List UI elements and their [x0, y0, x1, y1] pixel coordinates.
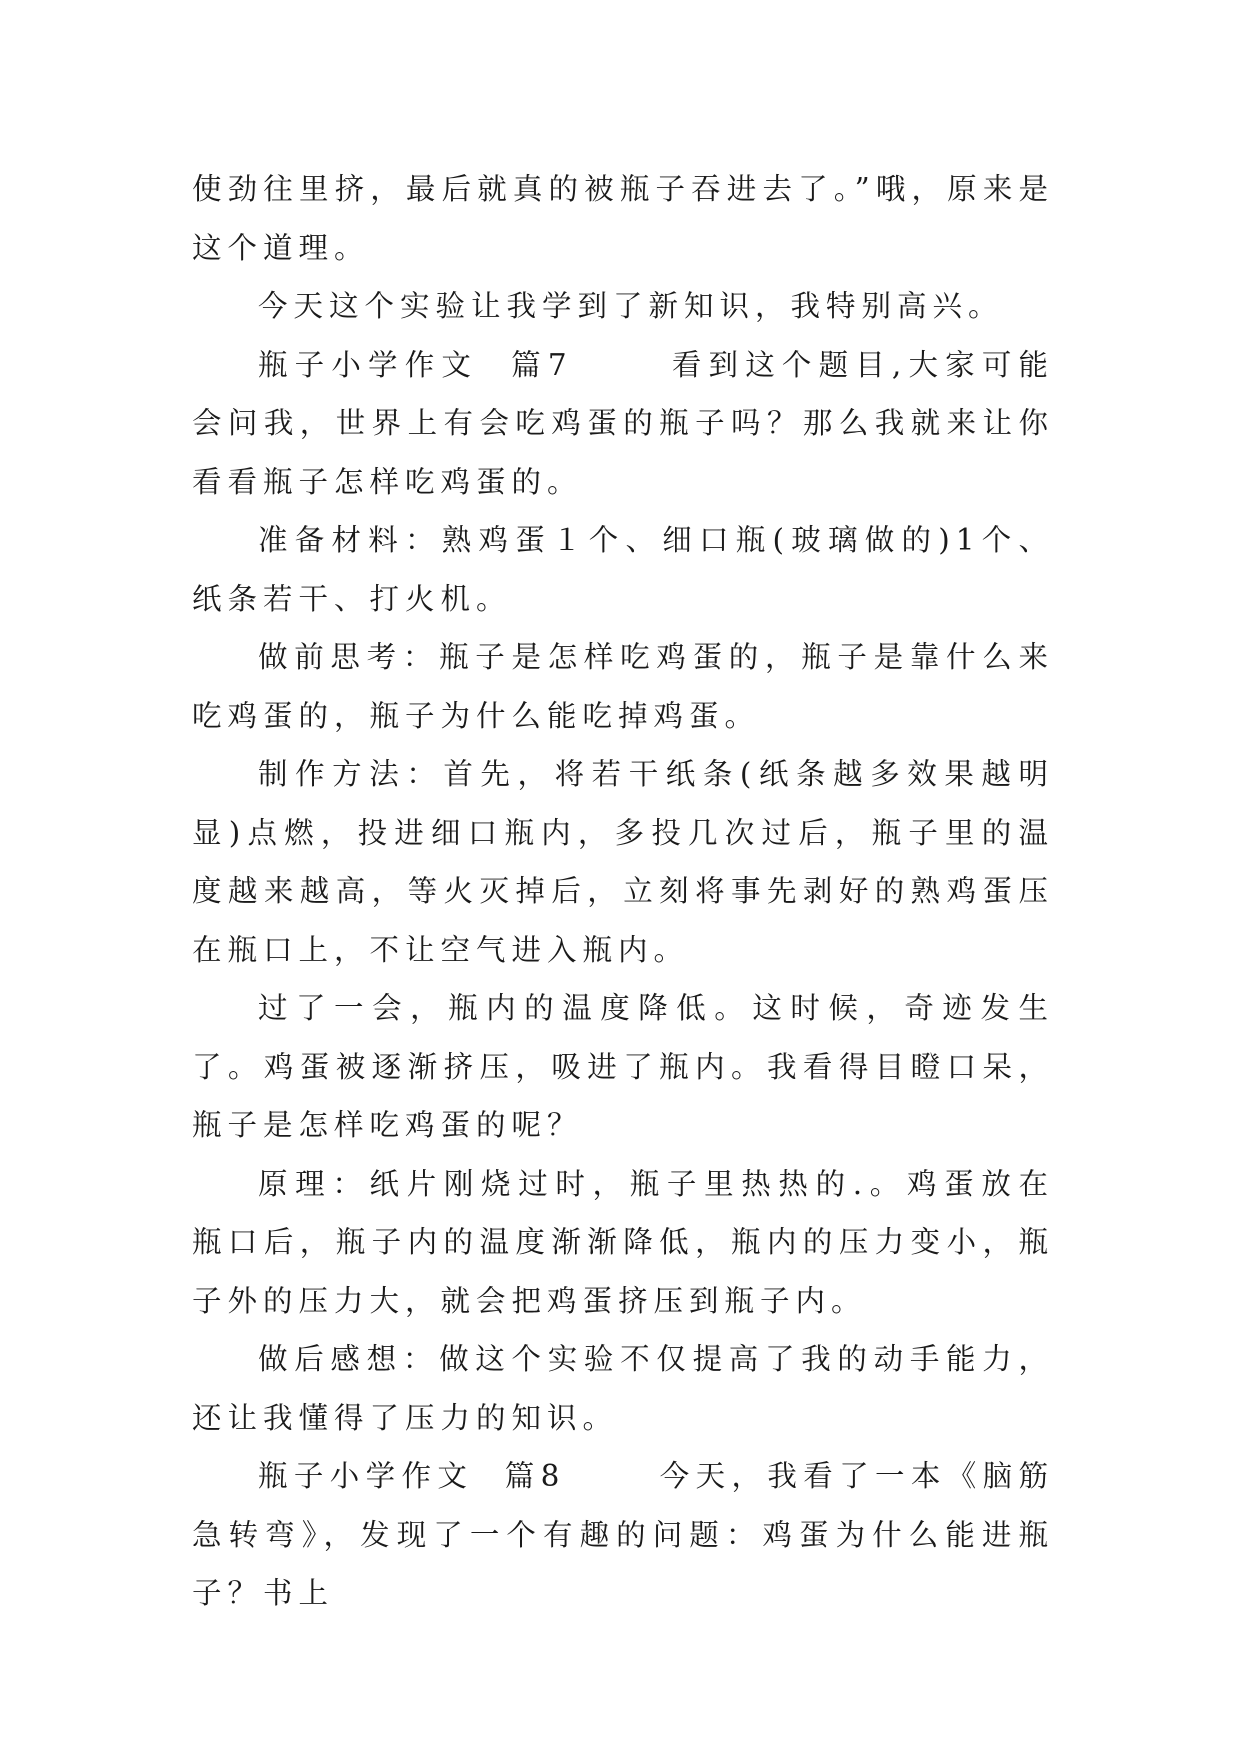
paragraph: 做前思考：瓶子是怎样吃鸡蛋的，瓶子是靠什么来吃鸡蛋的，瓶子为什么能吃掉鸡蛋。 — [192, 640, 1054, 733]
paragraph: 原理：纸片刚烧过时，瓶子里热热的.。鸡蛋放在瓶口后，瓶子内的温度渐渐降低，瓶内的压力变小，瓶子外的压力大，就会把鸡蛋挤压到瓶子内。 — [192, 1166, 1054, 1318]
paragraph: 今天这个实验让我学到了新知识，我特别高兴。 — [258, 289, 1004, 323]
paragraph: 瓶子小学作文 篇7 看到这个题目,大家可能会问我，世界上有会吃鸡蛋的瓶子吗？那么我就来让你看看瓶子怎样吃鸡蛋的。 — [192, 347, 1054, 499]
paragraph: 准备材料：熟鸡蛋１个、细口瓶(玻璃做的)1个、纸条若干、打火机。 — [192, 523, 1054, 616]
paragraph: 做后感想：做这个实验不仅提高了我的动手能力，还让我懂得了压力的知识。 — [192, 1342, 1054, 1435]
document-body — [192, 160, 1054, 1623]
paragraph: 使劲往里挤，最后就真的被瓶子吞进去了。”哦，原来是这个道理。 — [192, 172, 1054, 265]
paragraph: 瓶子小学作文 篇8 今天，我看了一本《脑筋急转弯》，发现了一个有趣的问题：鸡蛋为什么能进瓶子？书上 — [192, 1459, 1054, 1610]
paragraph: 制作方法：首先，将若干纸条(纸条越多效果越明显)点燃，投进细口瓶内，多投几次过后，瓶子里的温度越来越高，等火灭掉后，立刻将事先剥好的熟鸡蛋压在瓶口上，不让空气进入瓶内。 — [192, 757, 1054, 967]
paragraph: 过了一会，瓶内的温度降低。这时候，奇迹发生了。鸡蛋被逐渐挤压，吸进了瓶内。我看得目瞪口呆，瓶子是怎样吃鸡蛋的呢？ — [192, 991, 1054, 1142]
